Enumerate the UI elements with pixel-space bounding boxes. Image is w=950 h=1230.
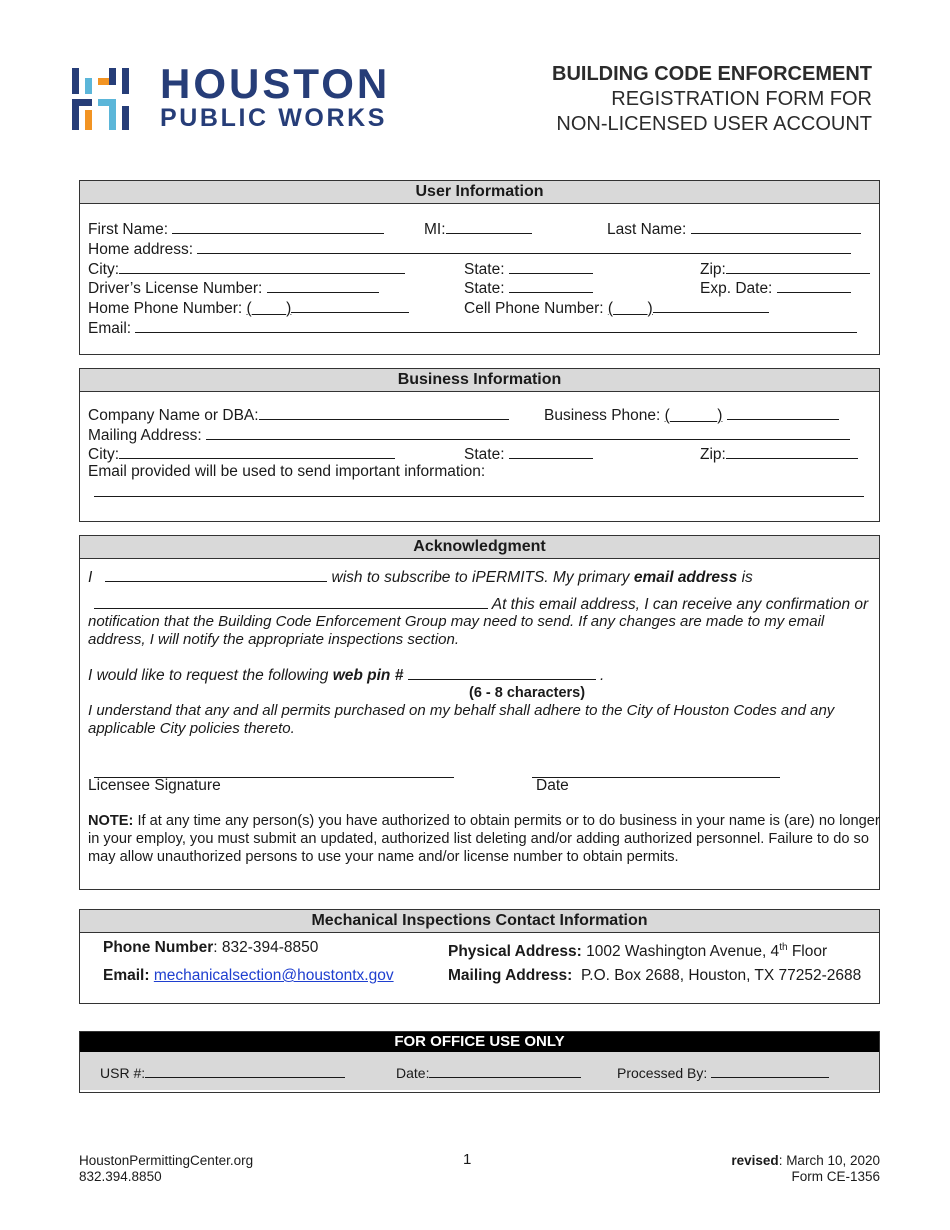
ack-i: I [88,569,93,586]
logo-line-1: HOUSTON [160,60,391,107]
processed-by-field[interactable] [711,1062,829,1078]
business-email-field[interactable] [94,481,864,497]
phone-number-value: : 832-394-8850 [213,939,319,956]
contact-information-heading: Mechanical Inspections Contact Information [80,910,879,933]
mailing-address-field[interactable] [206,424,850,440]
first-name-field[interactable] [172,218,384,234]
mailing-address-contact-value: P.O. Box 2688, Houston, TX 77252-2688 [580,967,862,984]
form-title [552,62,872,137]
drivers-license-label: Driver’s License Number: [88,280,263,297]
footer-phone: 832.394.8850 [79,1169,162,1184]
pin-text: I would like to request the following [88,667,329,684]
primary-email-field[interactable] [94,593,488,609]
zip-field[interactable] [726,258,870,274]
last-name-field[interactable] [691,218,861,234]
processed-by-label: Processed By: [617,1065,708,1081]
mailing-address-contact-label: Mailing Address: [448,967,573,984]
form-number: Form CE-1356 [791,1169,880,1184]
business-phone-area-code[interactable]: ( ) [664,407,723,424]
first-name-label: First Name: [88,221,169,238]
page-number: 1 [463,1151,472,1168]
company-name-label: Company Name or DBA: [88,407,259,424]
business-state-field[interactable] [509,443,593,459]
exp-date-label: Exp. Date: [700,280,773,297]
license-state-field[interactable] [509,277,593,293]
acknowledgment-section [79,535,880,890]
home-phone-label: Home Phone Number: [88,300,243,317]
user-information-section [79,180,880,355]
city-label: City: [88,261,119,278]
mechanical-section-email-link[interactable]: mechanicalsection@houstontx.gov [153,967,394,984]
business-phone-field[interactable] [727,404,839,420]
subscriber-name-field[interactable] [105,566,327,582]
is-text: is [741,569,753,586]
web-pin-bold: web pin # [332,667,404,684]
business-phone-label: Business Phone: [544,407,661,424]
title-line-3: NON-LICENSED USER ACCOUNT [556,113,872,135]
business-information-heading: Business Information [80,369,879,392]
usr-field[interactable] [145,1062,345,1078]
zip-label: Zip: [700,261,726,278]
office-date-label: Date: [396,1065,430,1081]
business-city-field[interactable] [119,443,395,459]
business-information-section [79,368,880,522]
license-state-label: State: [464,280,505,297]
note-body: If at any time any person(s) you have authorized to obtain permits or to do business in your name is (are) no longer in your employ, you must submit an updated, authorized list deleting and/or adding authorized personnel. Failure to do so may allow unauthorized persons to use your name and/or license number to obtain permits. [88,813,880,865]
logo-line-2: PUBLIC WORKS [160,104,388,132]
phone-number-label: Phone Number [103,939,214,956]
cell-phone-area-code[interactable]: ( ) [607,300,653,317]
acknowledgment-heading: Acknowledgment [80,536,879,559]
footer-right [731,1153,880,1185]
city-field[interactable] [119,258,405,274]
mi-label: MI: [424,221,446,238]
email-address-bold: email address [633,569,738,586]
business-zip-label: Zip: [700,446,726,463]
office-date-field[interactable] [429,1062,581,1078]
understand-text: I understand that any and all permits purchased on my behalf shall adhere to the City of Houston Codes and any applicable City policies thereto. [88,702,835,737]
mailing-address-label: Mailing Address: [88,427,202,444]
pin-period: . [599,667,605,684]
contact-information-section [79,909,880,1004]
company-name-field[interactable] [259,404,509,420]
logo-mark-icon [72,66,152,134]
cell-phone-label: Cell Phone Number: [464,300,604,317]
title-line-2: REGISTRATION FORM FOR [611,88,872,110]
email-field[interactable] [135,317,857,333]
pin-characters-hint: (6 - 8 characters) [469,685,586,701]
business-zip-field[interactable] [726,443,858,459]
home-address-label: Home address: [88,241,194,258]
cell-phone-field[interactable] [653,297,769,313]
footer-site: HoustonPermittingCenter.org [79,1153,254,1168]
state-label: State: [464,261,505,278]
home-phone-area-code[interactable]: ( ) [246,300,292,317]
email-label: Email: [88,320,132,337]
web-pin-field[interactable] [408,664,596,680]
footer-left [79,1153,253,1185]
physical-address-floor: Floor [791,943,828,961]
home-phone-field[interactable] [291,297,409,313]
note-label: NOTE: [88,813,134,829]
date-label: Date [536,777,569,794]
licensee-signature-label: Licensee Signature [88,777,221,794]
mi-field[interactable] [446,218,532,234]
houston-public-works-logo [72,60,392,134]
drivers-license-field[interactable] [267,277,379,293]
subscribe-text: wish to subscribe to iPERMITS. My primary [331,569,630,586]
email-note: Email provided will be used to send important information: [88,463,486,480]
exp-date-field[interactable] [777,277,851,293]
business-city-label: City: [88,446,119,463]
email-text-line-1: At this email address, I can receive any confirmation or [491,596,869,613]
physical-address-value: 1002 Washington Avenue, 4 [586,943,780,961]
date-signature-field[interactable] [532,762,780,778]
revised-label: revised [731,1153,779,1168]
revised-date: : March 10, 2020 [778,1153,880,1168]
physical-address-sup: th [779,942,788,953]
home-address-field[interactable] [197,238,851,254]
office-use-heading: FOR OFFICE USE ONLY [80,1032,879,1052]
state-field[interactable] [509,258,593,274]
title-line-1: BUILDING CODE ENFORCEMENT [552,63,872,85]
office-use-section [79,1031,880,1093]
note-text [88,812,880,866]
email-text-line-2: notification that the Building Code Enforcement Group may need to send. If any changes are made to my email address, I will notify the appropriate inspections section. [88,613,825,648]
last-name-label: Last Name: [607,221,687,238]
business-state-label: State: [464,446,505,463]
email-contact-label: Email: [103,967,150,984]
user-information-heading: User Information [80,181,879,204]
physical-address-label: Physical Address: [448,943,582,961]
usr-label: USR #: [100,1065,146,1081]
